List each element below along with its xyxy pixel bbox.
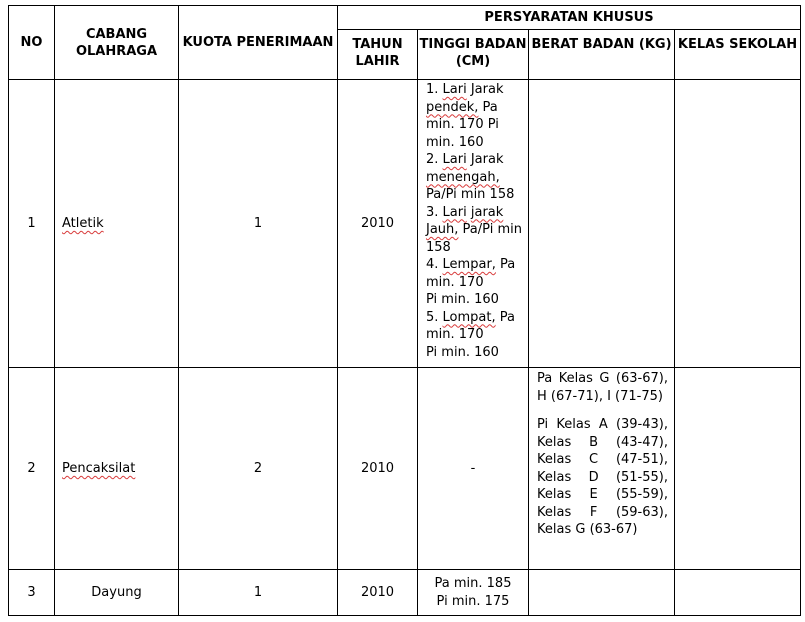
cell-tinggi bbox=[418, 570, 529, 616]
cell-tinggi bbox=[418, 80, 529, 368]
requirements-table bbox=[8, 5, 801, 616]
cell-berat bbox=[529, 80, 675, 368]
cell-berat bbox=[529, 570, 675, 616]
header-persyaratan: PERSYARATAN KHUSUS bbox=[338, 6, 801, 30]
cell-cabang bbox=[55, 80, 179, 368]
berat-pa: Pa Kelas G (63-67), H (67-71), I (71-75) bbox=[537, 371, 668, 404]
cell-kuota: 2 bbox=[179, 368, 338, 570]
tinggi-item: 5. Lompat, Pa min. 170 bbox=[426, 309, 515, 342]
tinggi-item: Pi min. 160 bbox=[426, 344, 499, 360]
header-tinggi: TINGGI BADAN (CM) bbox=[418, 30, 529, 80]
tinggi-line: Pa min. 185 bbox=[434, 576, 512, 591]
header-tahun: TAHUN LAHIR bbox=[338, 30, 418, 80]
cabang-label: Pencaksilat bbox=[62, 460, 136, 476]
tinggi-item: 1. Lari Jarak pendek, Pa min. 170 Pi min. 160 bbox=[426, 82, 504, 150]
tinggi-line: Pi min. 175 bbox=[436, 593, 510, 609]
cell-berat bbox=[529, 368, 675, 570]
cell-kelas bbox=[675, 368, 801, 570]
cell-cabang bbox=[55, 368, 179, 570]
berat-pi: Pi Kelas A (39-43), Kelas B (43-47), Kelas C (47-51), Kelas D (51-55), Kelas E (55-59), Kelas F (59-63), Kelas G (63-67) bbox=[537, 417, 668, 537]
cell-kelas bbox=[675, 80, 801, 368]
header-kelas: KELAS SEKOLAH bbox=[675, 30, 801, 80]
cell-tahun: 2010 bbox=[338, 368, 418, 570]
header-kuota: KUOTA PENERIMAAN bbox=[179, 6, 338, 80]
cell-no: 2 bbox=[9, 368, 55, 570]
cell-no: 3 bbox=[9, 570, 55, 616]
table-row bbox=[9, 80, 801, 368]
tinggi-item: 4. Lempar, Pa min. 170 bbox=[426, 257, 516, 290]
cell-tahun: 2010 bbox=[338, 80, 418, 368]
cell-kelas bbox=[675, 570, 801, 616]
cell-no: 1 bbox=[9, 80, 55, 368]
cell-tinggi: - bbox=[418, 368, 529, 570]
header-berat: BERAT BADAN (KG) bbox=[529, 30, 675, 80]
header-cabang: CABANG OLAHRAGA bbox=[55, 6, 179, 80]
cabang-label: Atletik bbox=[62, 215, 104, 231]
cell-tahun: 2010 bbox=[338, 570, 418, 616]
cell-kuota: 1 bbox=[179, 570, 338, 616]
tinggi-item: 3. Lari jarak Jauh, Pa/Pi min 158 bbox=[426, 204, 522, 255]
table-row bbox=[9, 570, 801, 616]
table-row bbox=[9, 368, 801, 570]
tinggi-item: Pi min. 160 bbox=[426, 292, 499, 307]
cell-cabang: Dayung bbox=[55, 570, 179, 616]
cell-kuota: 1 bbox=[179, 80, 338, 368]
tinggi-item: 2. Lari Jarak menengah, Pa/Pi min 158 bbox=[426, 152, 515, 202]
header-no: NO bbox=[9, 6, 55, 80]
